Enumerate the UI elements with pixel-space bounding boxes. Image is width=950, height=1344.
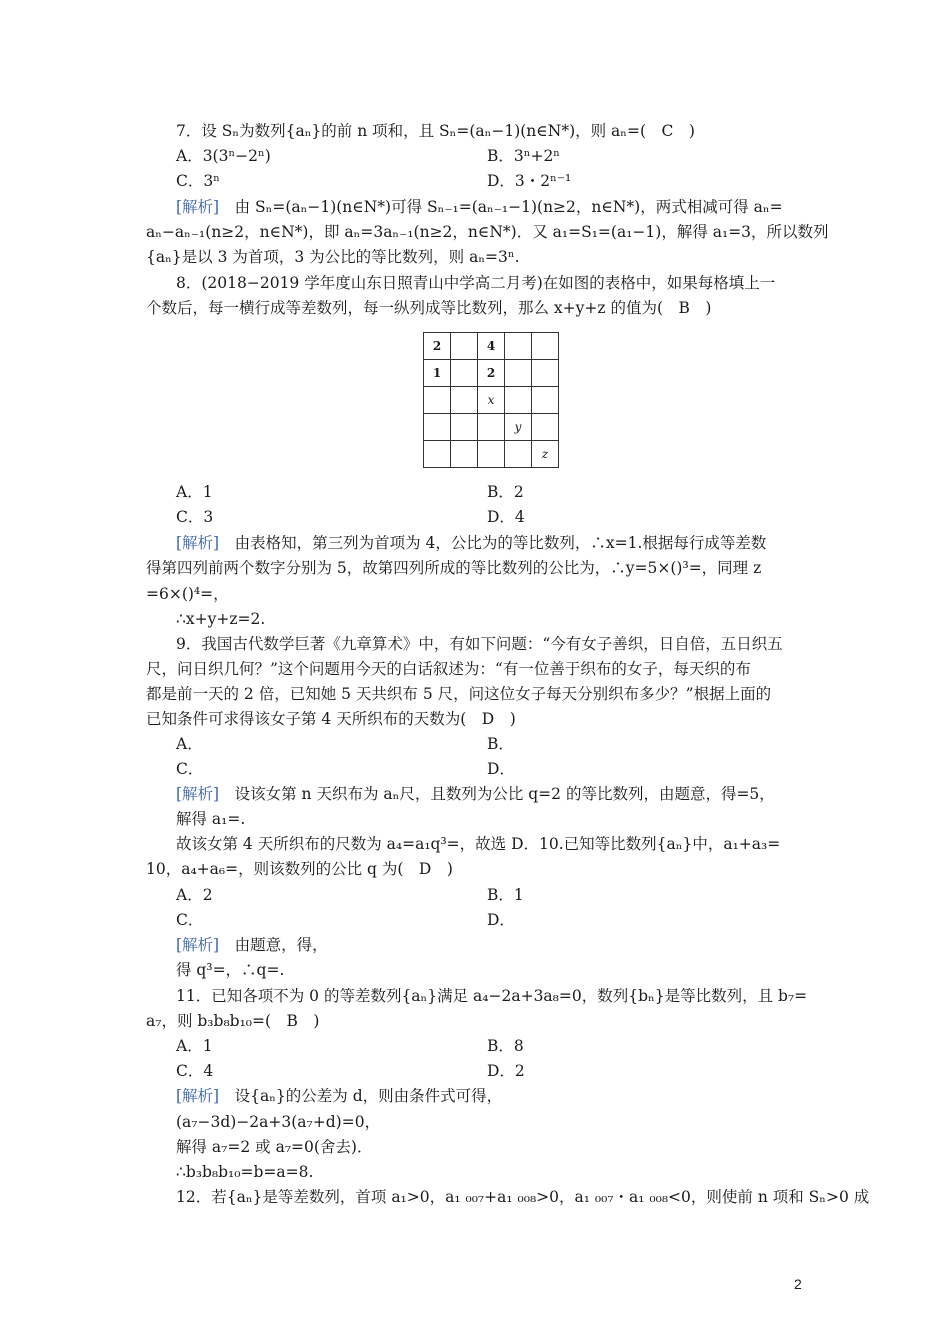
solution-tag: [解析] <box>176 936 220 954</box>
q8-solution-line-2: 得第四列前两个数字分别为 5，故第四列所成的等比数列的公比为，∴y=5×()³=，同理 z <box>146 559 762 577</box>
grid-cell <box>505 387 532 414</box>
q7-option-b: B．3ⁿ+2ⁿ <box>487 147 561 165</box>
q12-stem-line-1: 12．若{aₙ}是等差数列，首项 a₁>0，a₁ ₀₀₇+a₁ ₀₀₈>0，a₁ ₀₀₇・a₁ ₀₀₈<0，则使前 n 项和 Sₙ>0 成 <box>176 1188 870 1206</box>
grid-cell <box>532 360 559 387</box>
q11-stem-line-1: 11．已知各项不为 0 的等差数列{aₙ}满足 a₄−2a+3a₈=0，数列{bₙ}是等比数列，且 b₇= <box>176 987 808 1005</box>
q7-option-a: A．3(3ⁿ−2ⁿ) <box>176 147 271 165</box>
q9-solution-line-2: 解得 a₁=. <box>176 810 246 828</box>
q9-stem-line-4: 已知条件可求得该女子第 4 天所织布的天数为( D ) <box>146 710 516 728</box>
grid-cell <box>505 360 532 387</box>
q9-option-b: B． <box>487 735 514 753</box>
q7-option-d: D．3・2ⁿ⁻¹ <box>487 172 572 190</box>
q7-option-c: C．3ⁿ <box>176 172 220 190</box>
q9-option-d: D． <box>487 760 515 778</box>
grid-cell <box>478 441 505 468</box>
q10-solution-line-2: 得 q³=，∴q=. <box>176 961 285 979</box>
q10-solution-line-1: [解析] 由题意，得， <box>176 936 328 954</box>
q7-solution-line-1: [解析] 由 Sₙ=(aₙ−1)(n∈N*)可得 Sₙ₋₁=(aₙ₋₁−1)(n≥2，n∈N*)，两式相减可得 aₙ= <box>176 198 783 216</box>
grid-cell: 2 <box>424 333 451 360</box>
grid-cell <box>424 441 451 468</box>
q10-option-d: D． <box>487 911 515 929</box>
q11-solution-line-1: [解析] 设{aₙ}的公差为 d，则由条件式可得， <box>176 1087 503 1105</box>
q10-option-b: B．1 <box>487 886 524 904</box>
q11-stem-line-2: a₇，则 b₃b₈b₁₀=( B ) <box>146 1012 320 1030</box>
grid-cell <box>532 414 559 441</box>
q8-option-a: A．1 <box>176 483 213 501</box>
q10-stem: 10，a₄+a₆=，则该数列的公比 q 为( D ) <box>146 860 453 878</box>
grid-cell: 1 <box>424 360 451 387</box>
solution-tag: [解析] <box>176 198 220 216</box>
number-grid <box>423 332 559 468</box>
q9-stem-line-1: 9．我国古代数学巨著《九章算术》中，有如下问题：“今有女子善织，日自倍，五日织五 <box>176 635 783 653</box>
q10-option-a: A．2 <box>176 886 213 904</box>
solution-tag: [解析] <box>176 785 220 803</box>
grid-cell <box>451 387 478 414</box>
grid-cell-x: x <box>478 387 505 414</box>
grid-cell <box>451 414 478 441</box>
grid-cell-z: z <box>532 441 559 468</box>
solution-tag: [解析] <box>176 1087 220 1105</box>
grid-cell <box>451 441 478 468</box>
grid-cell <box>505 333 532 360</box>
q7-solution-line-2: aₙ−aₙ₋₁(n≥2，n∈N*)，即 aₙ=3aₙ₋₁(n≥2，n∈N*)．又 a₁=S₁=(a₁−1)，解得 a₁=3，所以数列 <box>146 223 829 241</box>
solution-tag: [解析] <box>176 534 220 552</box>
q9-solution-line-1: [解析] 设该女第 n 天织布为 aₙ尺，且数列为公比 q=2 的等比数列，由题意，得=5， <box>176 785 775 803</box>
q11-solution-line-2: (a₇−3d)−2a+3(a₇+d)=0， <box>176 1113 381 1131</box>
q7-stem: 7．设 Sₙ为数列{aₙ}的前 n 项和，且 Sₙ=(aₙ−1)(n∈N*)，则 aₙ=( C ) <box>176 122 695 140</box>
q9-solution-line-3: 故该女第 4 天所织布的尺数为 a₄=a₁q³=，故选 D．10.已知等比数列{aₙ}中，a₁+a₃= <box>176 835 781 853</box>
grid-cell <box>451 360 478 387</box>
q9-stem-line-2: 尺，问日织几何？”这个问题用今天的白话叙述为：“有一位善于织布的女子，每天织的布 <box>146 660 751 678</box>
q11-option-d: D．2 <box>487 1062 525 1080</box>
q9-option-a: A． <box>176 735 203 753</box>
q8-solution-line-1: [解析] 由表格知，第三列为首项为 4，公比为的等比数列，∴x=1.根据每行成等差数 <box>176 534 767 552</box>
grid-cell <box>532 387 559 414</box>
q8-solution-line-4: ∴x+y+z=2. <box>176 610 266 628</box>
q8-solution-line-3: =6×()⁴=， <box>146 585 229 603</box>
grid-cell <box>451 333 478 360</box>
q9-option-c: C． <box>176 760 204 778</box>
q8-option-b: B．2 <box>487 483 524 501</box>
q11-option-c: C．4 <box>176 1062 214 1080</box>
q11-option-a: A．1 <box>176 1037 213 1055</box>
q7-solution-line-3: {aₙ}是以 3 为首项，3 为公比的等比数列，则 aₙ=3ⁿ. <box>146 248 520 266</box>
grid-cell: 2 <box>478 360 505 387</box>
q9-stem-line-3: 都是前一天的 2 倍，已知她 5 天共织布 5 尺，问这位女子每天分别织布多少？”根据上面的 <box>146 685 772 703</box>
grid-cell <box>532 333 559 360</box>
q11-option-b: B．8 <box>487 1037 524 1055</box>
q10-option-c: C． <box>176 911 204 929</box>
q8-option-c: C．3 <box>176 508 214 526</box>
q8-stem-line-2: 个数后，每一横行成等差数列，每一纵列成等比数列，那么 x+y+z 的值为( B ) <box>146 299 712 317</box>
grid-cell-y: y <box>505 414 532 441</box>
grid-cell <box>505 441 532 468</box>
grid-cell <box>424 414 451 441</box>
page-number: 2 <box>794 1276 802 1292</box>
grid-cell <box>424 387 451 414</box>
q8-stem-line-1: 8．(2018−2019 学年度山东日照青山中学高二月考)在如图的表格中，如果每格填上一 <box>176 274 776 292</box>
q8-option-d: D．4 <box>487 508 525 526</box>
grid-cell <box>478 414 505 441</box>
grid-cell: 4 <box>478 333 505 360</box>
q11-solution-line-4: ∴b₃b₈b₁₀=b=a=8. <box>176 1163 314 1181</box>
q11-solution-line-3: 解得 a₇=2 或 a₇=0(舍去)． <box>176 1138 373 1156</box>
